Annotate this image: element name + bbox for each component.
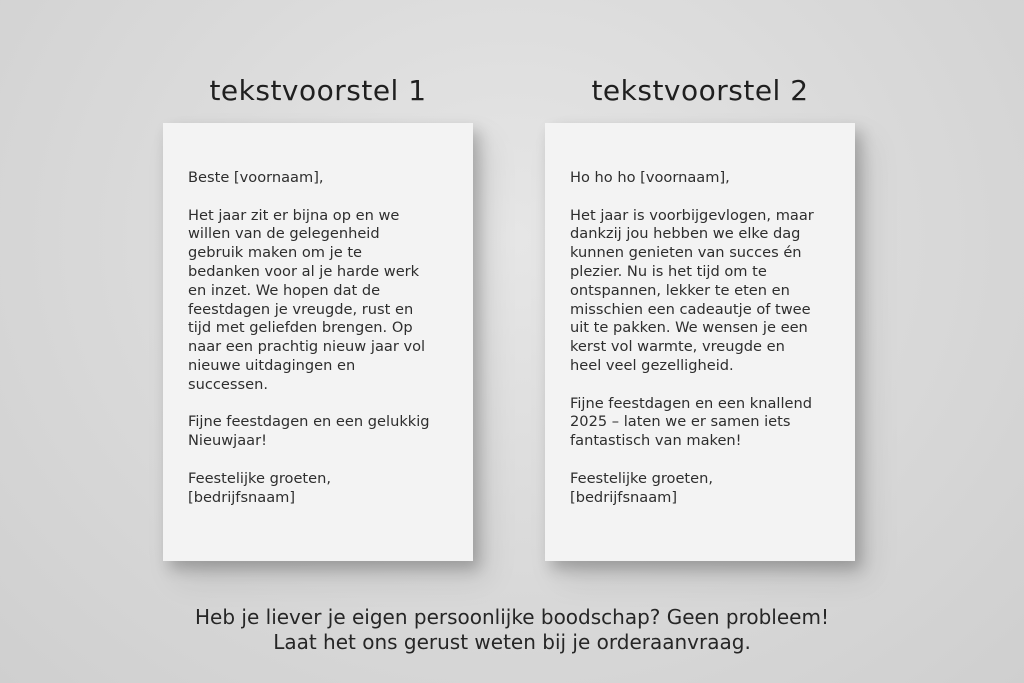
proposal-1-signoff: Feestelijke groeten, [bedrijfsnaam] — [188, 469, 332, 506]
proposal-1-wishes: Fijne feestdagen en een gelukkig Nieuwjaar! — [188, 413, 430, 450]
footer-line-1: Heb je liever je eigen persoonlijke boodschap? Geen probleem! — [195, 605, 829, 629]
proposal-1-card — [163, 123, 473, 561]
footer-line-2: Laat het ons gerust weten bij je orderaanvraag. — [273, 630, 751, 654]
proposal-1-title: tekstvoorstel 1 — [209, 74, 427, 107]
proposal-1-body: Het jaar zit er bijna op en we willen van de gelegenheid gebruik maken om je te bedanken voor al je harde werk en inzet. We hopen dat de feestdagen je vreugde, rust en tijd met geliefden brengen. Op naar een prachtig nieuw jaar vol nieuwe uitdagingen en successen. — [188, 206, 426, 393]
proposal-2-title: tekstvoorstel 2 — [591, 74, 809, 107]
proposal-1-greeting: Beste [voornaam], — [188, 169, 324, 186]
proposal-2-greeting: Ho ho ho [voornaam], — [570, 169, 730, 186]
proposal-2-body: Het jaar is voorbijgevlogen, maar dankzij jou hebben we elke dag kunnen genieten van succes én plezier. Nu is het tijd om te ontspannen, lekker te eten en misschien een cadeautje of twee uit te pakken. We wensen je een kerst vol warmte, vreugde en heel veel gezelligheid. — [570, 206, 814, 374]
proposal-2-wishes: Fijne feestdagen en een knallend 2025 – laten we er samen iets fantastisch van maken! — [570, 394, 813, 450]
proposal-2-card — [545, 123, 855, 561]
proposal-2-signoff: Feestelijke groeten, [bedrijfsnaam] — [570, 469, 714, 506]
